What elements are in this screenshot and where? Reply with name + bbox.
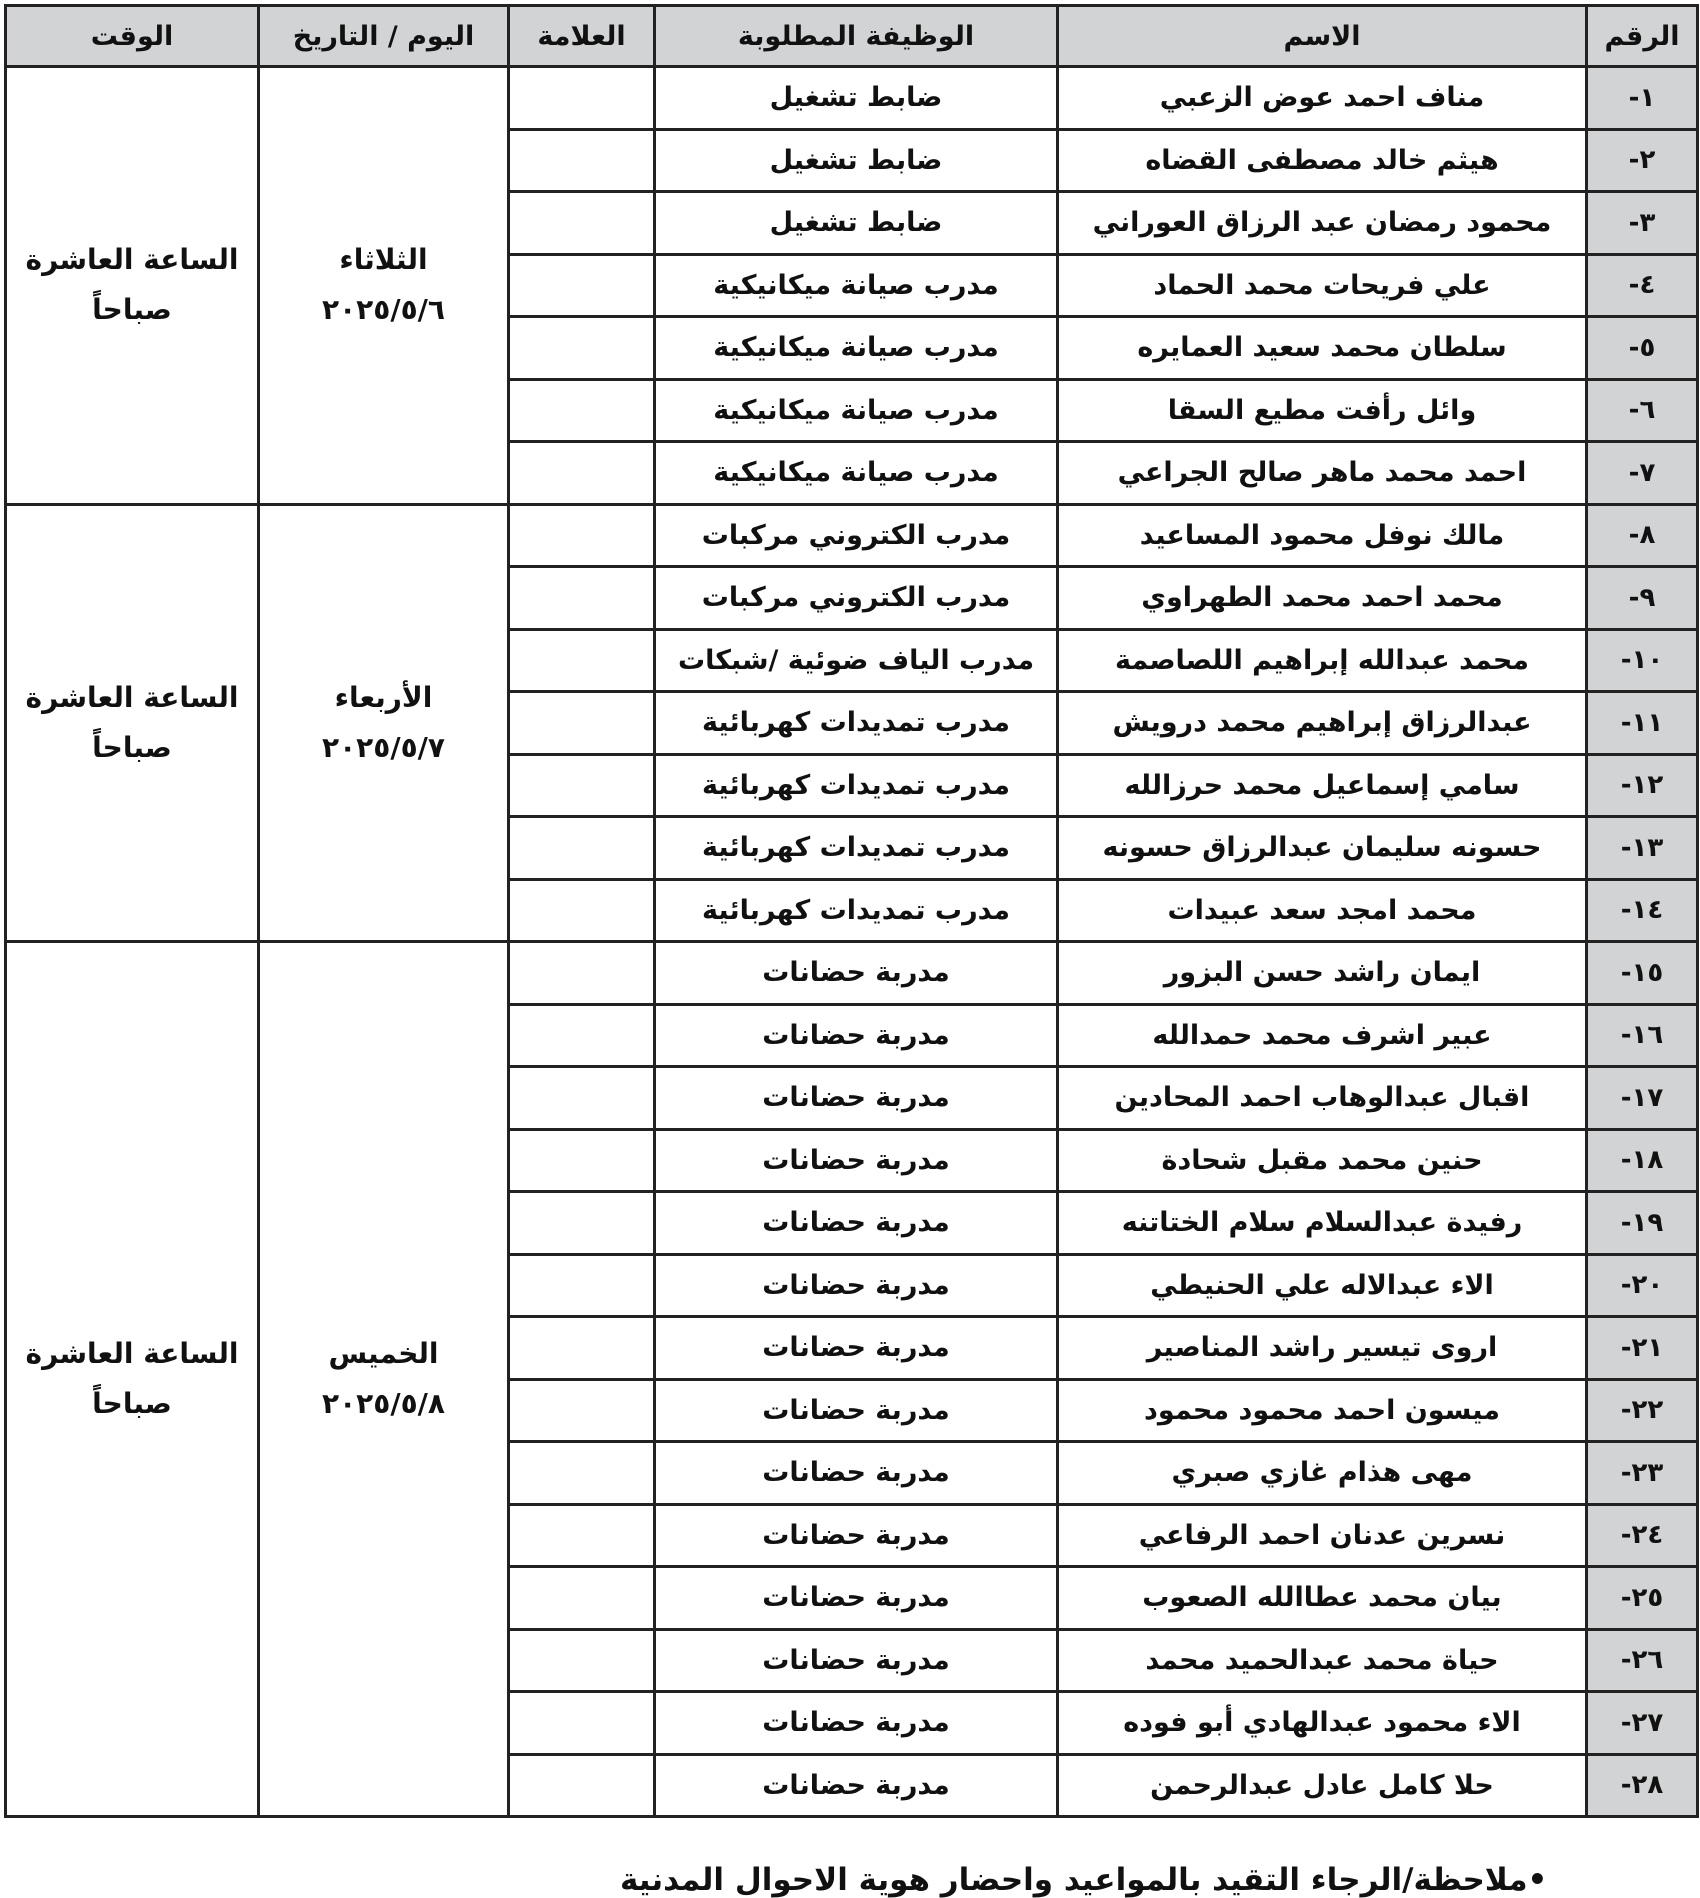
candidate-name: مناف احمد عوض الزعبي (1058, 67, 1587, 130)
candidate-name: ميسون احمد محمود محمود (1058, 1379, 1587, 1442)
required-job: مدربة حضانات (655, 942, 1058, 1005)
candidate-name: رفيدة عبدالسلام سلام الختاتنه (1058, 1192, 1587, 1255)
table-row (6, 942, 1698, 1005)
row-number: ٨- (1587, 504, 1698, 567)
mark-cell (509, 942, 655, 1005)
mark-cell (509, 629, 655, 692)
row-number: ٢- (1587, 129, 1698, 192)
candidate-name: حسونه سليمان عبدالرزاق حسونه (1058, 817, 1587, 880)
group-day-date (259, 942, 509, 1817)
row-number: ٢٠- (1587, 1254, 1698, 1317)
group-date: ٢٠٢٥/٥/٨ (322, 1387, 445, 1420)
candidate-name: حنين محمد مقبل شحادة (1058, 1129, 1587, 1192)
header-mark: العلامة (509, 6, 655, 67)
required-job: مدربة حضانات (655, 1192, 1058, 1255)
mark-cell (509, 754, 655, 817)
row-number: ٢٣- (1587, 1442, 1698, 1505)
mark-cell (509, 254, 655, 317)
row-number: ٢٨- (1587, 1754, 1698, 1817)
required-job: مدرب تمديدات كهربائية (655, 692, 1058, 755)
candidate-name: علي فريحات محمد الحماد (1058, 254, 1587, 317)
required-job: مدرب الكتروني مركبات (655, 504, 1058, 567)
header-job: الوظيفة المطلوبة (655, 6, 1058, 67)
required-job: مدربة حضانات (655, 1317, 1058, 1380)
required-job: مدرب صيانة ميكانيكية (655, 254, 1058, 317)
mark-cell (509, 1192, 655, 1255)
mark-cell (509, 317, 655, 380)
mark-cell (509, 1004, 655, 1067)
candidate-name: اقبال عبدالوهاب احمد المحادين (1058, 1067, 1587, 1130)
table-row (6, 504, 1698, 567)
row-number: ٦- (1587, 379, 1698, 442)
group-time-line1: الساعة العاشرة (25, 243, 239, 277)
mark-cell (509, 692, 655, 755)
required-job: مدربة حضانات (655, 1754, 1058, 1817)
mark-cell (509, 379, 655, 442)
candidate-name: ايمان راشد حسن البزور (1058, 942, 1587, 1005)
group-day: الخميس (328, 1337, 439, 1370)
row-number: ٢٧- (1587, 1692, 1698, 1755)
group-time (6, 942, 259, 1817)
required-job: مدرب تمديدات كهربائية (655, 817, 1058, 880)
row-number: ١- (1587, 67, 1698, 130)
row-number: ١٧- (1587, 1067, 1698, 1130)
row-number: ٢٢- (1587, 1379, 1698, 1442)
row-number: ٤- (1587, 254, 1698, 317)
mark-cell (509, 129, 655, 192)
mark-cell (509, 1442, 655, 1505)
mark-cell (509, 1754, 655, 1817)
candidate-name: عبدالرزاق إبراهيم محمد درويش (1058, 692, 1587, 755)
mark-cell (509, 1067, 655, 1130)
candidates-table (4, 4, 1699, 1818)
mark-cell (509, 442, 655, 505)
row-number: ٢١- (1587, 1317, 1698, 1380)
mark-cell (509, 879, 655, 942)
candidate-name: الاء عبدالاله علي الحنيطي (1058, 1254, 1587, 1317)
row-number: ١٥- (1587, 942, 1698, 1005)
row-number: ٢٦- (1587, 1629, 1698, 1692)
row-number: ١٠- (1587, 629, 1698, 692)
required-job: مدربة حضانات (655, 1504, 1058, 1567)
group-time-line1: الساعة العاشرة (25, 1337, 239, 1370)
required-job: مدرب الكتروني مركبات (655, 567, 1058, 630)
required-job: مدرب صيانة ميكانيكية (655, 317, 1058, 380)
candidate-name: محمود رمضان عبد الرزاق العوراني (1058, 192, 1587, 255)
row-number: ٥- (1587, 317, 1698, 380)
mark-cell (509, 1504, 655, 1567)
required-job: مدربة حضانات (655, 1567, 1058, 1630)
candidate-name: محمد عبدالله إبراهيم اللصاصمة (1058, 629, 1587, 692)
required-job: مدربة حضانات (655, 1692, 1058, 1755)
mark-cell (509, 567, 655, 630)
mark-cell (509, 1317, 655, 1380)
candidate-name: سلطان محمد سعيد العمايره (1058, 317, 1587, 380)
mark-cell (509, 504, 655, 567)
candidate-name: عبير اشرف محمد حمدالله (1058, 1004, 1587, 1067)
row-number: ١٩- (1587, 1192, 1698, 1255)
group-time (6, 504, 259, 942)
required-job: مدرب تمديدات كهربائية (655, 754, 1058, 817)
required-job: ضابط تشغيل (655, 192, 1058, 255)
candidate-name: محمد احمد محمد الطهراوي (1058, 567, 1587, 630)
required-job: مدربة حضانات (655, 1442, 1058, 1505)
candidate-name: حلا كامل عادل عبدالرحمن (1058, 1754, 1587, 1817)
group-day-date (259, 67, 509, 505)
row-number: ١٦- (1587, 1004, 1698, 1067)
candidate-name: وائل رأفت مطيع السقا (1058, 379, 1587, 442)
candidate-name: نسرين عدنان احمد الرفاعي (1058, 1504, 1587, 1567)
row-number: ١٢- (1587, 754, 1698, 817)
required-job: مدربة حضانات (655, 1629, 1058, 1692)
mark-cell (509, 1567, 655, 1630)
group-date: ٢٠٢٥/٥/٧ (322, 730, 445, 764)
mark-cell (509, 67, 655, 130)
group-time-line2: صباحاً (92, 293, 172, 327)
required-job: مدربة حضانات (655, 1067, 1058, 1130)
group-time-line2: صباحاً (92, 1387, 172, 1420)
candidate-name: احمد محمد ماهر صالح الجراعي (1058, 442, 1587, 505)
row-number: ١٨- (1587, 1129, 1698, 1192)
row-number: ٣- (1587, 192, 1698, 255)
required-job: مدرب صيانة ميكانيكية (655, 379, 1058, 442)
candidate-name: اروى تيسير راشد المناصير (1058, 1317, 1587, 1380)
mark-cell (509, 1629, 655, 1692)
row-number: ٧- (1587, 442, 1698, 505)
row-number: ١٤- (1587, 879, 1698, 942)
table-header-row (6, 6, 1698, 67)
mark-cell (509, 1129, 655, 1192)
required-job: ضابط تشغيل (655, 129, 1058, 192)
mark-cell (509, 1692, 655, 1755)
candidate-name: بيان محمد عطاالله الصعوب (1058, 1567, 1587, 1630)
candidate-name: مالك نوفل محمود المساعيد (1058, 504, 1587, 567)
mark-cell (509, 192, 655, 255)
note-text: •ملاحظة/الرجاء التقيد بالمواعيد واحضار هوية الاحوال المدنية (620, 1862, 1548, 1898)
candidate-name: مهى هذام غازي صبري (1058, 1442, 1587, 1505)
candidate-name: هيثم خالد مصطفى القضاه (1058, 129, 1587, 192)
required-job: مدربة حضانات (655, 1379, 1058, 1442)
required-job: ضابط تشغيل (655, 67, 1058, 130)
mark-cell (509, 1379, 655, 1442)
row-number: ١٣- (1587, 817, 1698, 880)
mark-cell (509, 817, 655, 880)
header-time: الوقت (6, 6, 259, 67)
group-time-line2: صباحاً (92, 730, 172, 764)
table-row (6, 67, 1698, 130)
required-job: مدربة حضانات (655, 1004, 1058, 1067)
mark-cell (509, 1254, 655, 1317)
group-day: الأربعاء (334, 680, 433, 714)
candidate-name: حياة محمد عبدالحميد محمد (1058, 1629, 1587, 1692)
candidate-name: سامي إسماعيل محمد حرزالله (1058, 754, 1587, 817)
row-number: ٢٥- (1587, 1567, 1698, 1630)
row-number: ١١- (1587, 692, 1698, 755)
required-job: مدربة حضانات (655, 1254, 1058, 1317)
candidate-name: محمد امجد سعد عبيدات (1058, 879, 1587, 942)
required-job: مدرب تمديدات كهربائية (655, 879, 1058, 942)
row-number: ٩- (1587, 567, 1698, 630)
candidate-name: الاء محمود عبدالهادي أبو فوده (1058, 1692, 1587, 1755)
required-job: مدرب الياف ضوئية /شبكات (655, 629, 1058, 692)
group-time-line1: الساعة العاشرة (25, 680, 239, 714)
group-date: ٢٠٢٥/٥/٦ (322, 293, 445, 327)
group-time (6, 67, 259, 505)
required-job: مدرب صيانة ميكانيكية (655, 442, 1058, 505)
header-num: الرقم (1587, 6, 1698, 67)
row-number: ٢٤- (1587, 1504, 1698, 1567)
header-name: الاسم (1058, 6, 1587, 67)
required-job: مدربة حضانات (655, 1129, 1058, 1192)
group-day: الثلاثاء (339, 243, 428, 277)
group-day-date (259, 504, 509, 942)
header-date: اليوم / التاريخ (259, 6, 509, 67)
